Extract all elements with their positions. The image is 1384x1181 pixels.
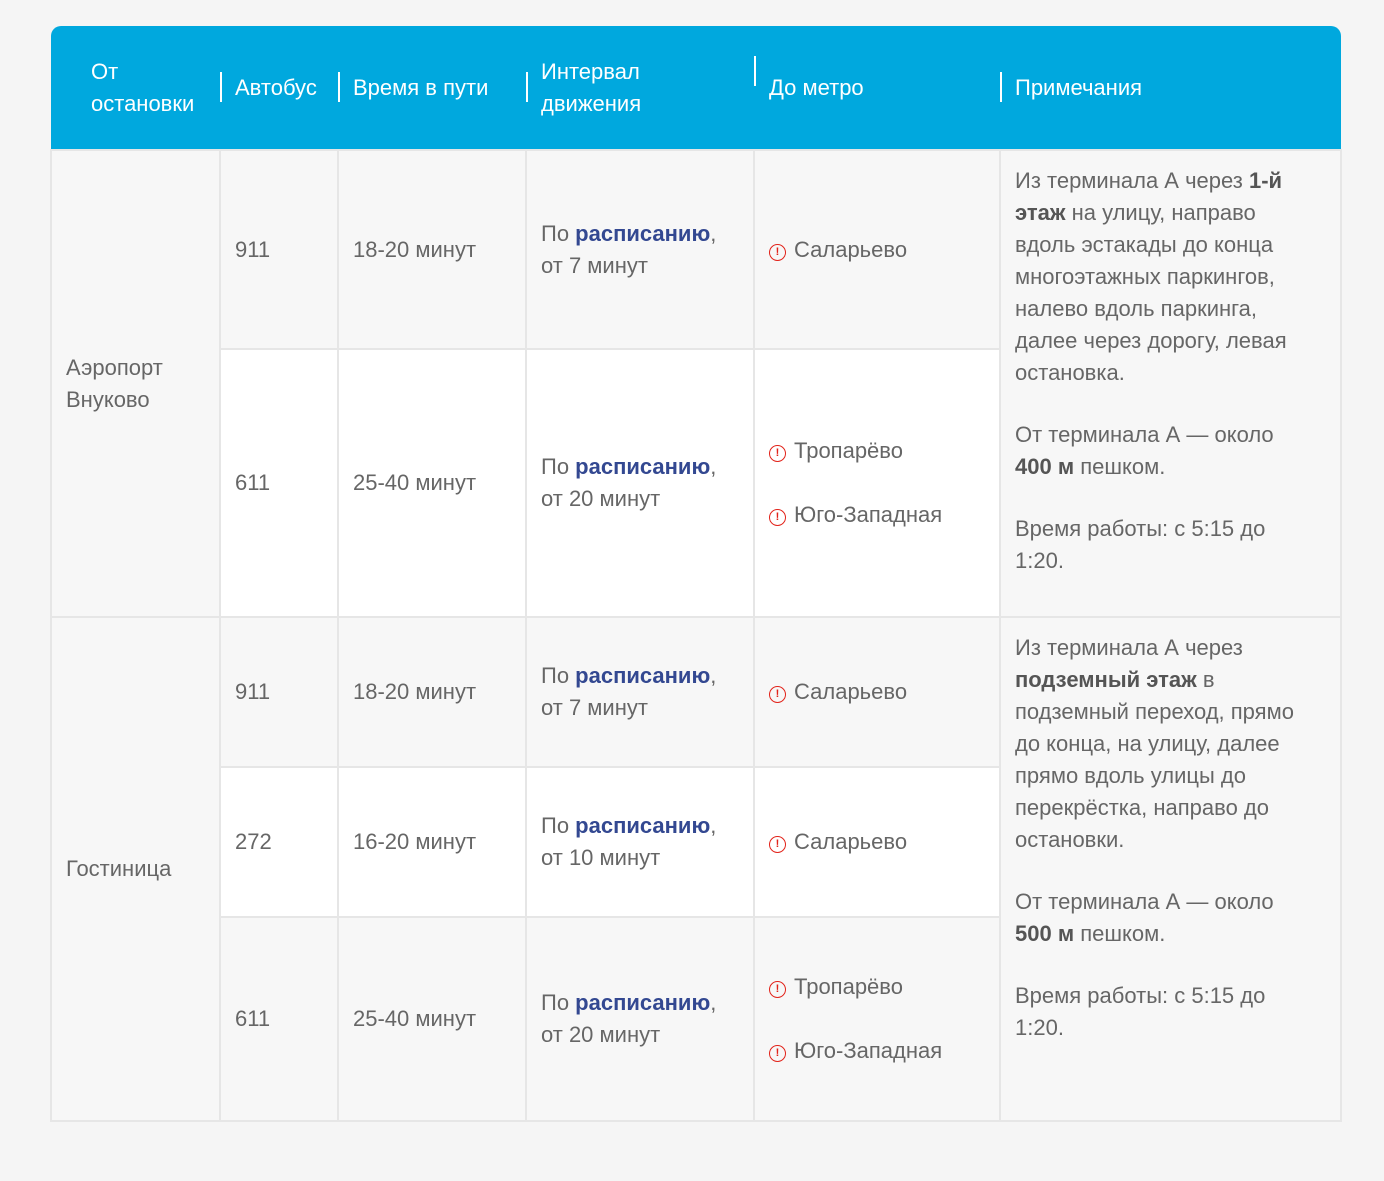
- interval-cell: По расписанию, от 7 минут: [526, 617, 754, 767]
- metro-cell: [754, 917, 1000, 1121]
- header-to-metro: До метро: [754, 26, 1000, 150]
- bus-number-cell: 611: [220, 349, 338, 617]
- notes-directions: Из терминала А через 1-й этаж на улицу, направо вдоль эстакады до конца многоэтажных паркингов, налево вдоль паркинга, далее через дорогу, левая остановка.: [1015, 168, 1287, 385]
- table-row: [51, 150, 1341, 349]
- metro-station[interactable]: ! Тропарёво: [769, 435, 985, 467]
- notes-hours: Время работы: с 5:15 до 1:20.: [1015, 983, 1266, 1040]
- table-header-row: [51, 26, 1341, 150]
- metro-station[interactable]: ! Юго-Западная: [769, 499, 985, 531]
- metro-cell: [754, 349, 1000, 617]
- metro-station[interactable]: ! Тропарёво: [769, 971, 985, 1003]
- notes-cell: [1000, 617, 1341, 1121]
- metro-icon: !: [769, 244, 786, 261]
- schedule-link[interactable]: расписанию: [575, 454, 711, 479]
- schedule-link[interactable]: расписанию: [575, 813, 711, 838]
- travel-time-cell: 18-20 минут: [338, 617, 526, 767]
- header-travel-time: Время в пути: [338, 26, 526, 150]
- schedule-link[interactable]: расписанию: [575, 990, 711, 1015]
- stop-name-cell: Гостиница: [51, 617, 220, 1121]
- bus-schedule-table: [50, 26, 1342, 1122]
- schedule-link[interactable]: расписанию: [575, 220, 711, 246]
- interval-cell: По расписанию, от 20 минут: [526, 349, 754, 617]
- notes-distance: От терминала А — около 400 м пешком.: [1015, 422, 1274, 479]
- interval-cell: По расписанию, от 7 минут: [526, 150, 754, 349]
- metro-icon: !: [769, 836, 786, 853]
- metro-station[interactable]: ! Саларьево: [769, 676, 985, 708]
- bus-number-cell: 911: [220, 150, 338, 349]
- interval-cell: По расписанию, от 20 минут: [526, 917, 754, 1121]
- metro-station[interactable]: ! Юго-Западная: [769, 1035, 985, 1067]
- header-from-stop: От остановки: [51, 26, 220, 150]
- bus-number-cell: 911: [220, 617, 338, 767]
- metro-icon: !: [769, 445, 786, 462]
- travel-time-cell: 25-40 минут: [338, 917, 526, 1121]
- bus-number-cell: 272: [220, 767, 338, 917]
- notes-cell: [1000, 150, 1341, 617]
- notes-hours: Время работы: с 5:15 до 1:20.: [1015, 516, 1266, 573]
- metro-icon: !: [769, 686, 786, 703]
- metro-cell: [754, 767, 1000, 917]
- metro-cell: [754, 150, 1000, 349]
- metro-icon: !: [769, 1045, 786, 1062]
- notes-directions: Из терминала А через подземный этаж в подземный переход, прямо до конца, на улицу, далее прямо вдоль улицы до перекрёстка, направо до остановки.: [1015, 635, 1294, 852]
- metro-cell: [754, 617, 1000, 767]
- table-row: [51, 617, 1341, 767]
- metro-icon: !: [769, 509, 786, 526]
- header-bus: Автобус: [220, 26, 338, 150]
- metro-icon: !: [769, 981, 786, 998]
- header-notes: Примечания: [1000, 26, 1341, 150]
- interval-cell: По расписанию, от 10 минут: [526, 767, 754, 917]
- stop-name-cell: Аэропорт Внуково: [51, 150, 220, 617]
- travel-time-cell: 18-20 минут: [338, 150, 526, 349]
- bus-number-cell: 611: [220, 917, 338, 1121]
- metro-station[interactable]: ! Саларьево: [769, 234, 985, 266]
- header-interval: Интервал движения: [526, 26, 754, 150]
- travel-time-cell: 25-40 минут: [338, 349, 526, 617]
- schedule-link[interactable]: расписанию: [575, 663, 711, 688]
- notes-distance: От терминала А — около 500 м пешком.: [1015, 889, 1274, 946]
- travel-time-cell: 16-20 минут: [338, 767, 526, 917]
- metro-station[interactable]: ! Саларьево: [769, 826, 985, 858]
- schedule-table-wrapper: [50, 26, 1340, 1122]
